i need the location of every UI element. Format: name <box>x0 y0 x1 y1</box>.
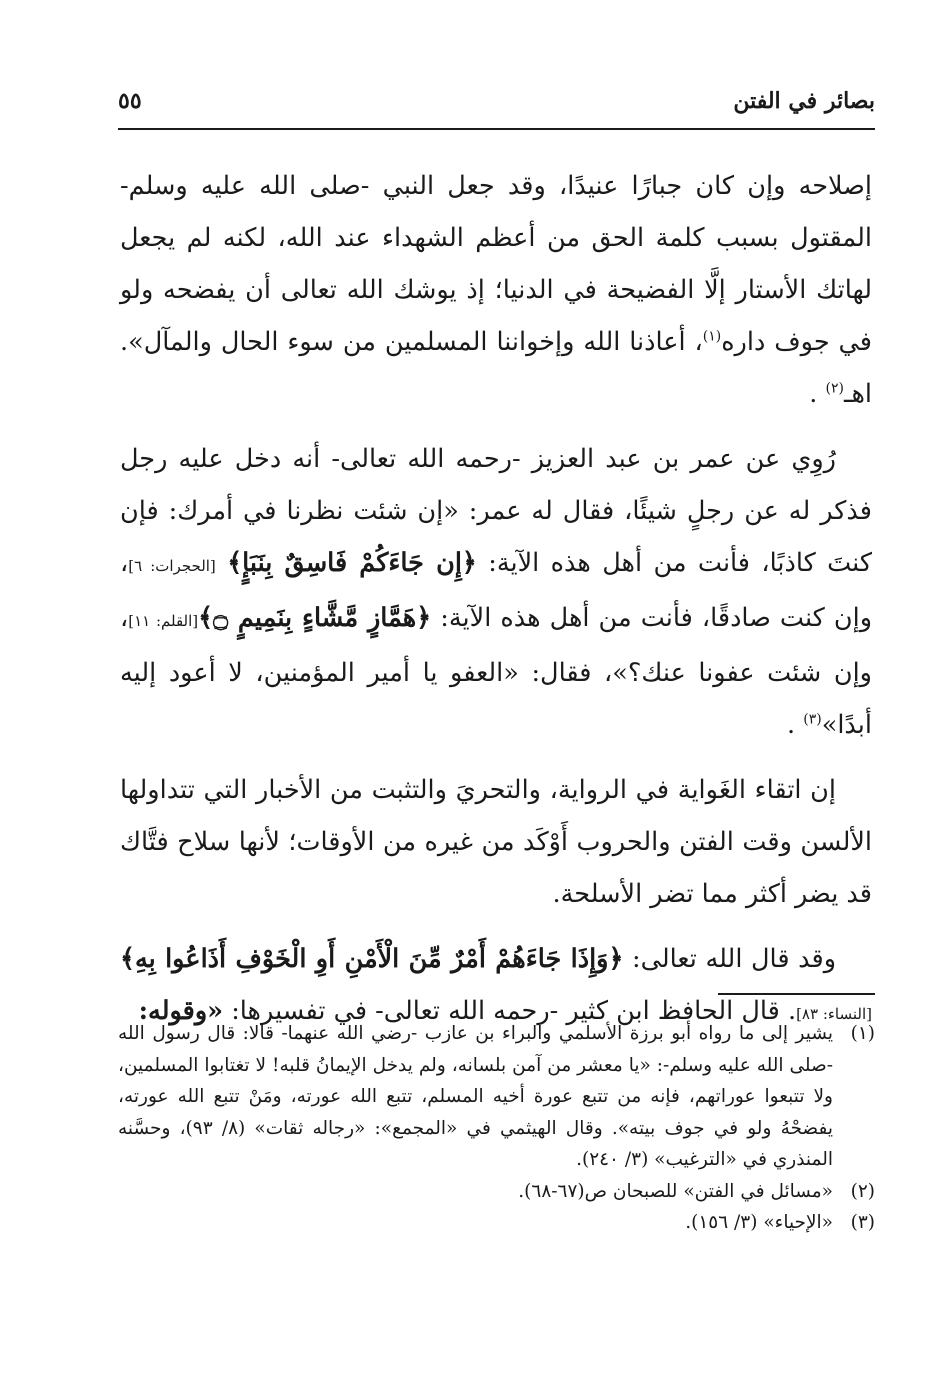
running-title: بصائر في الفتن <box>733 88 875 114</box>
footnote-number: (١) <box>850 1023 875 1044</box>
quran-verse-hujurat: ﴿إِن جَاءَكُمْ فَاسِقٌ بِنَبَإٍ﴾ <box>227 548 477 578</box>
footnote-1 <box>118 1018 875 1176</box>
paragraph-4-text-a: وقد قال الله تعالى: <box>632 944 837 974</box>
paragraph-2-end: . <box>787 710 796 740</box>
footnote-text: «مسائل في الفتن» للصبحان ص(٦٧-٦٨). <box>518 1180 833 1202</box>
footnote-3 <box>118 1207 875 1239</box>
verse-reference-nisa: [النساء: ٨٣] <box>796 1005 872 1023</box>
footnote-ref-2: (٢) <box>825 380 844 397</box>
footnote-text: يشير إلى ما رواه أبو برزة الأسلمي والبراء بن عازب -رضي الله عنهما- قالا: قال رسول الله -صلى الله عليه وسلم-: «يا معشر من آمن بلسانه، ولم يدخل الإيمانُ قلبه! لا تغتابوا المسلمين، ولا تتبعوا عوراتهم، فإنه من تتبع عورة أخيه المسلم، تتبع الله عورته، ومَنْ تتبع الله عورته، يفضحْهُ ولو في جوف بيته». وقال الهيثمي في «المجمع»: «رجاله ثقات» (٨/ ٩٣)، وحسَّنه المنذري في «الترغيب» (٣/ ٢٤٠). <box>118 1023 833 1170</box>
footnote-text: «الإحياء» (٣/ ١٥٦). <box>685 1212 833 1233</box>
footnote-separator <box>718 993 875 995</box>
verse-reference-qalam: [القلم: ١١] <box>128 612 199 630</box>
paragraph-2 <box>120 433 872 751</box>
running-header <box>118 88 875 128</box>
main-text <box>120 160 872 1053</box>
paragraph-1-text-b: ، أعاذنا الله وإخواننا المسلمين من سوء الحال والمآل». اهـ <box>120 327 872 409</box>
paragraph-1-text: إصلاحه وإن كان جبارًا عنيدًا، وقد جعل النبي -صلى الله عليه وسلم- المقتول بسبب كلمة الحق من أعظم الشهداء عند الله، لكنه لم يجعل لهاتك الأستار إلَّا الفضيحة في الدنيا؛ إذ يوشك الله تعالى أن يفضحه ولو في جوف داره <box>120 171 872 357</box>
paragraph-2-text-b: ، وإن كنت صادقًا، فأنت من أهل هذه الآية: <box>120 548 873 633</box>
paragraph-4-text-b: . قال الحافظ ابن كثير -رحمه الله تعالى- في تفسيرها: <box>231 996 797 1026</box>
quran-verse-nisa: ﴿وَإِذَا جَاءَهُمْ أَمْرٌ مِّنَ الْأَمْنِ أَوِ الْخَوْفِ أَذَاعُوا بِهِ﴾ <box>120 944 624 974</box>
paragraph-1-end: . <box>809 379 818 409</box>
footnote-number: (٢) <box>850 1180 875 1202</box>
paragraph-2-text-a: رُوِي عن عمر بن عبد العزيز -رحمه الله تعالى- أنه دخل عليه رجل فذكر له عن رجلٍ شيئًا، فقال له عمر: «إن شئت نظرنا في أمرك: فإن كنتَ كاذبًا، فأنت من أهل هذه الآية: <box>120 444 873 578</box>
verse-reference-hujurat: [الحجرات: ٦] <box>128 557 216 575</box>
paragraph-4-text-c: «وقوله: <box>138 996 224 1026</box>
page-number: ٥٥ <box>118 88 142 114</box>
paragraph-2-text-c: ، وإن شئت عفونا عنك؟»، فقال: «العفو يا أمير المؤمنين، لا أعود إليه أبدًا» <box>120 603 872 740</box>
paragraph-1 <box>120 160 872 420</box>
footnote-number: (٣) <box>850 1212 875 1233</box>
quran-verse-qalam: ﴿هَمَّازٍ مَّشَّاءٍ بِنَمِيمٍ ۝﴾ <box>198 603 432 633</box>
footnotes <box>118 1018 875 1239</box>
footnote-ref-1: (١) <box>702 328 722 345</box>
footnote-ref-3: (٣) <box>803 711 822 728</box>
footnote-2 <box>118 1176 875 1208</box>
header-rule <box>118 128 875 130</box>
paragraph-3: إن اتقاء الغَواية في الرواية، والتحريَ والتثبت من الأخبار التي تتداولها الألسن وقت الفتن والحروب أَوْكَد من غيره من الأوقات؛ لأنها سلاح فتَّاك قد يضر أكثر مما تضر الأسلحة. <box>120 775 872 909</box>
